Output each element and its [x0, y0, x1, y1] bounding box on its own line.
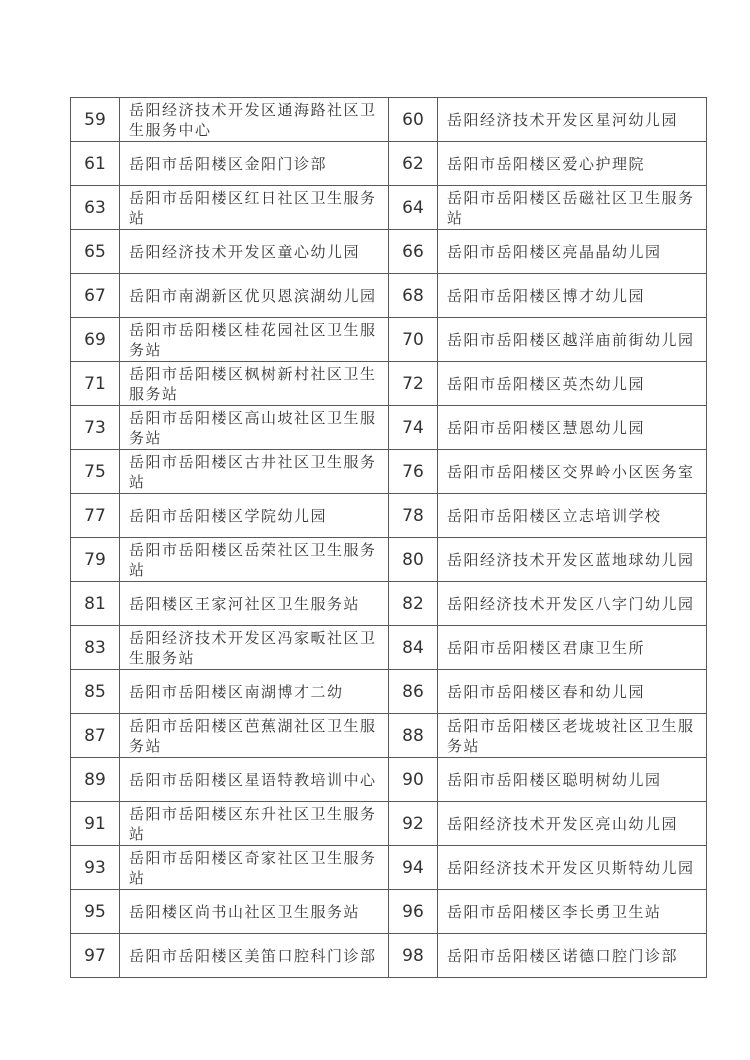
- table-row: [71, 98, 707, 142]
- institution-name-text: 岳阳市岳阳楼区岳荣社区卫生服务站: [129, 540, 377, 579]
- institution-name-text: 岳阳市南湖新区优贝恩滨湖幼儿园: [129, 286, 377, 305]
- institution-name-text: 岳阳市岳阳楼区桂花园社区卫生服务站: [129, 320, 377, 359]
- table-row: [71, 142, 707, 186]
- row-number: 89: [71, 758, 120, 802]
- institution-name-text: 岳阳市岳阳楼区慧恩幼儿园: [447, 418, 646, 437]
- institution-name: [438, 98, 707, 142]
- institution-name: [438, 274, 707, 318]
- row-number: 74: [389, 406, 438, 450]
- institution-name: [438, 670, 707, 714]
- table-row: [71, 714, 707, 758]
- institution-name: [120, 186, 389, 230]
- institution-name-text: 岳阳经济技术开发区八字门幼儿园: [447, 594, 695, 613]
- institution-name-text: 岳阳市岳阳楼区奇家社区卫生服务站: [129, 848, 377, 887]
- institution-name-text: 岳阳市岳阳楼区学院幼儿园: [129, 506, 328, 525]
- institution-name: [438, 142, 707, 186]
- institution-name: [438, 934, 707, 978]
- institution-name-text: 岳阳市岳阳楼区古井社区卫生服务站: [129, 452, 377, 491]
- institution-name: [120, 890, 389, 934]
- row-number: 92: [389, 802, 438, 846]
- institution-name-text: 岳阳市岳阳楼区星语特教培训中心: [129, 770, 377, 789]
- institution-name: [120, 846, 389, 890]
- table-row: [71, 538, 707, 582]
- row-number: 88: [389, 714, 438, 758]
- institution-name: [438, 494, 707, 538]
- institution-name: [438, 230, 707, 274]
- institution-name-text: 岳阳楼区尚书山社区卫生服务站: [129, 902, 361, 921]
- institution-name: [120, 318, 389, 362]
- institution-name-text: 岳阳市岳阳楼区越洋庙前街幼儿园: [447, 330, 695, 349]
- table-row: [71, 758, 707, 802]
- row-number: 63: [71, 186, 120, 230]
- row-number: 69: [71, 318, 120, 362]
- institution-name-text: 岳阳市岳阳楼区诺德口腔门诊部: [447, 946, 679, 965]
- table-row: [71, 846, 707, 890]
- row-number: 94: [389, 846, 438, 890]
- institution-name-text: 岳阳市岳阳楼区爱心护理院: [447, 154, 646, 173]
- institution-name: [438, 626, 707, 670]
- institution-name: [438, 582, 707, 626]
- row-number: 65: [71, 230, 120, 274]
- institution-name: [438, 846, 707, 890]
- institution-name-text: 岳阳市岳阳楼区枫树新村社区卫生服务站: [129, 364, 377, 403]
- institution-name: [438, 758, 707, 802]
- row-number: 78: [389, 494, 438, 538]
- institution-name-text: 岳阳市岳阳楼区美笛口腔科门诊部: [129, 946, 377, 965]
- institution-name-text: 岳阳经济技术开发区蓝地球幼儿园: [447, 550, 695, 569]
- institution-name: [120, 230, 389, 274]
- row-number: 81: [71, 582, 120, 626]
- institution-name: [438, 186, 707, 230]
- institution-name: [438, 450, 707, 494]
- institution-name: [120, 626, 389, 670]
- institution-name-text: 岳阳经济技术开发区冯家畈社区卫生服务站: [129, 628, 377, 667]
- row-number: 62: [389, 142, 438, 186]
- institution-name: [438, 318, 707, 362]
- table-row: [71, 186, 707, 230]
- institution-name: [120, 538, 389, 582]
- table-row: [71, 450, 707, 494]
- row-number: 87: [71, 714, 120, 758]
- row-number: 76: [389, 450, 438, 494]
- institution-name-text: 岳阳市岳阳楼区芭蕉湖社区卫生服务站: [129, 716, 377, 755]
- row-number: 67: [71, 274, 120, 318]
- institution-name: [120, 362, 389, 406]
- row-number: 68: [389, 274, 438, 318]
- row-number: 98: [389, 934, 438, 978]
- institution-name: [438, 714, 707, 758]
- institution-name: [438, 362, 707, 406]
- institution-name-text: 岳阳市岳阳楼区岳磁社区卫生服务站: [447, 188, 695, 227]
- institution-name-text: 岳阳市岳阳楼区红日社区卫生服务站: [129, 188, 377, 227]
- row-number: 83: [71, 626, 120, 670]
- institution-name: [120, 450, 389, 494]
- institution-name: [120, 670, 389, 714]
- institution-name-text: 岳阳市岳阳楼区春和幼儿园: [447, 682, 646, 701]
- table-row: [71, 582, 707, 626]
- institution-name-text: 岳阳市岳阳楼区博才幼儿园: [447, 286, 646, 305]
- institution-name-text: 岳阳市岳阳楼区李长勇卫生站: [447, 902, 662, 921]
- row-number: 59: [71, 98, 120, 142]
- institution-name: [438, 890, 707, 934]
- institution-name-text: 岳阳市岳阳楼区金阳门诊部: [129, 154, 328, 173]
- row-number: 86: [389, 670, 438, 714]
- institution-name-text: 岳阳市岳阳楼区老垅坡社区卫生服务站: [447, 716, 695, 755]
- row-number: 77: [71, 494, 120, 538]
- row-number: 82: [389, 582, 438, 626]
- table-row: [71, 626, 707, 670]
- institution-name-text: 岳阳经济技术开发区通海路社区卫生服务中心: [129, 100, 377, 139]
- table-row: [71, 230, 707, 274]
- row-number: 95: [71, 890, 120, 934]
- institution-name-text: 岳阳经济技术开发区贝斯特幼儿园: [447, 858, 695, 877]
- institution-name: [120, 406, 389, 450]
- row-number: 97: [71, 934, 120, 978]
- table-row: [71, 406, 707, 450]
- row-number: 85: [71, 670, 120, 714]
- institution-name-text: 岳阳经济技术开发区亮山幼儿园: [447, 814, 679, 833]
- row-number: 71: [71, 362, 120, 406]
- institution-name: [120, 758, 389, 802]
- row-number: 79: [71, 538, 120, 582]
- row-number: 61: [71, 142, 120, 186]
- table-row: [71, 494, 707, 538]
- institution-name: [120, 802, 389, 846]
- institution-name: [438, 406, 707, 450]
- row-number: 66: [389, 230, 438, 274]
- table-row: [71, 670, 707, 714]
- institution-name-text: 岳阳市岳阳楼区亮晶晶幼儿园: [447, 242, 662, 261]
- institution-name: [120, 494, 389, 538]
- institution-name: [120, 274, 389, 318]
- table-row: [71, 274, 707, 318]
- institution-name: [438, 802, 707, 846]
- institution-name-text: 岳阳市岳阳楼区交界岭小区医务室: [447, 462, 695, 481]
- table-row: [71, 362, 707, 406]
- institution-name-text: 岳阳市岳阳楼区高山坡社区卫生服务站: [129, 408, 377, 447]
- institution-name-text: 岳阳市岳阳楼区立志培训学校: [447, 506, 662, 525]
- table-row: [71, 890, 707, 934]
- table-row: [71, 934, 707, 978]
- table-body: [71, 98, 707, 978]
- institution-name: [120, 934, 389, 978]
- institution-name: [120, 714, 389, 758]
- institution-name: [438, 538, 707, 582]
- institution-name-text: 岳阳楼区王家河社区卫生服务站: [129, 594, 361, 613]
- row-number: 91: [71, 802, 120, 846]
- institution-name-text: 岳阳市岳阳楼区聪明树幼儿园: [447, 770, 662, 789]
- institution-name-text: 岳阳市岳阳楼区东升社区卫生服务站: [129, 804, 377, 843]
- row-number: 80: [389, 538, 438, 582]
- institution-name: [120, 142, 389, 186]
- row-number: 64: [389, 186, 438, 230]
- table-row: [71, 802, 707, 846]
- row-number: 70: [389, 318, 438, 362]
- row-number: 96: [389, 890, 438, 934]
- institution-name: [120, 582, 389, 626]
- institution-name-text: 岳阳市岳阳楼区君康卫生所: [447, 638, 646, 657]
- institution-name-text: 岳阳市岳阳楼区英杰幼儿园: [447, 374, 646, 393]
- institution-name-text: 岳阳经济技术开发区童心幼儿园: [129, 242, 361, 261]
- row-number: 60: [389, 98, 438, 142]
- row-number: 73: [71, 406, 120, 450]
- institution-name: [120, 98, 389, 142]
- institution-name-text: 岳阳经济技术开发区星河幼儿园: [447, 110, 679, 129]
- row-number: 72: [389, 362, 438, 406]
- row-number: 84: [389, 626, 438, 670]
- row-number: 75: [71, 450, 120, 494]
- table-row: [71, 318, 707, 362]
- row-number: 90: [389, 758, 438, 802]
- institution-table: [70, 97, 707, 978]
- institution-name-text: 岳阳市岳阳楼区南湖博才二幼: [129, 682, 344, 701]
- row-number: 93: [71, 846, 120, 890]
